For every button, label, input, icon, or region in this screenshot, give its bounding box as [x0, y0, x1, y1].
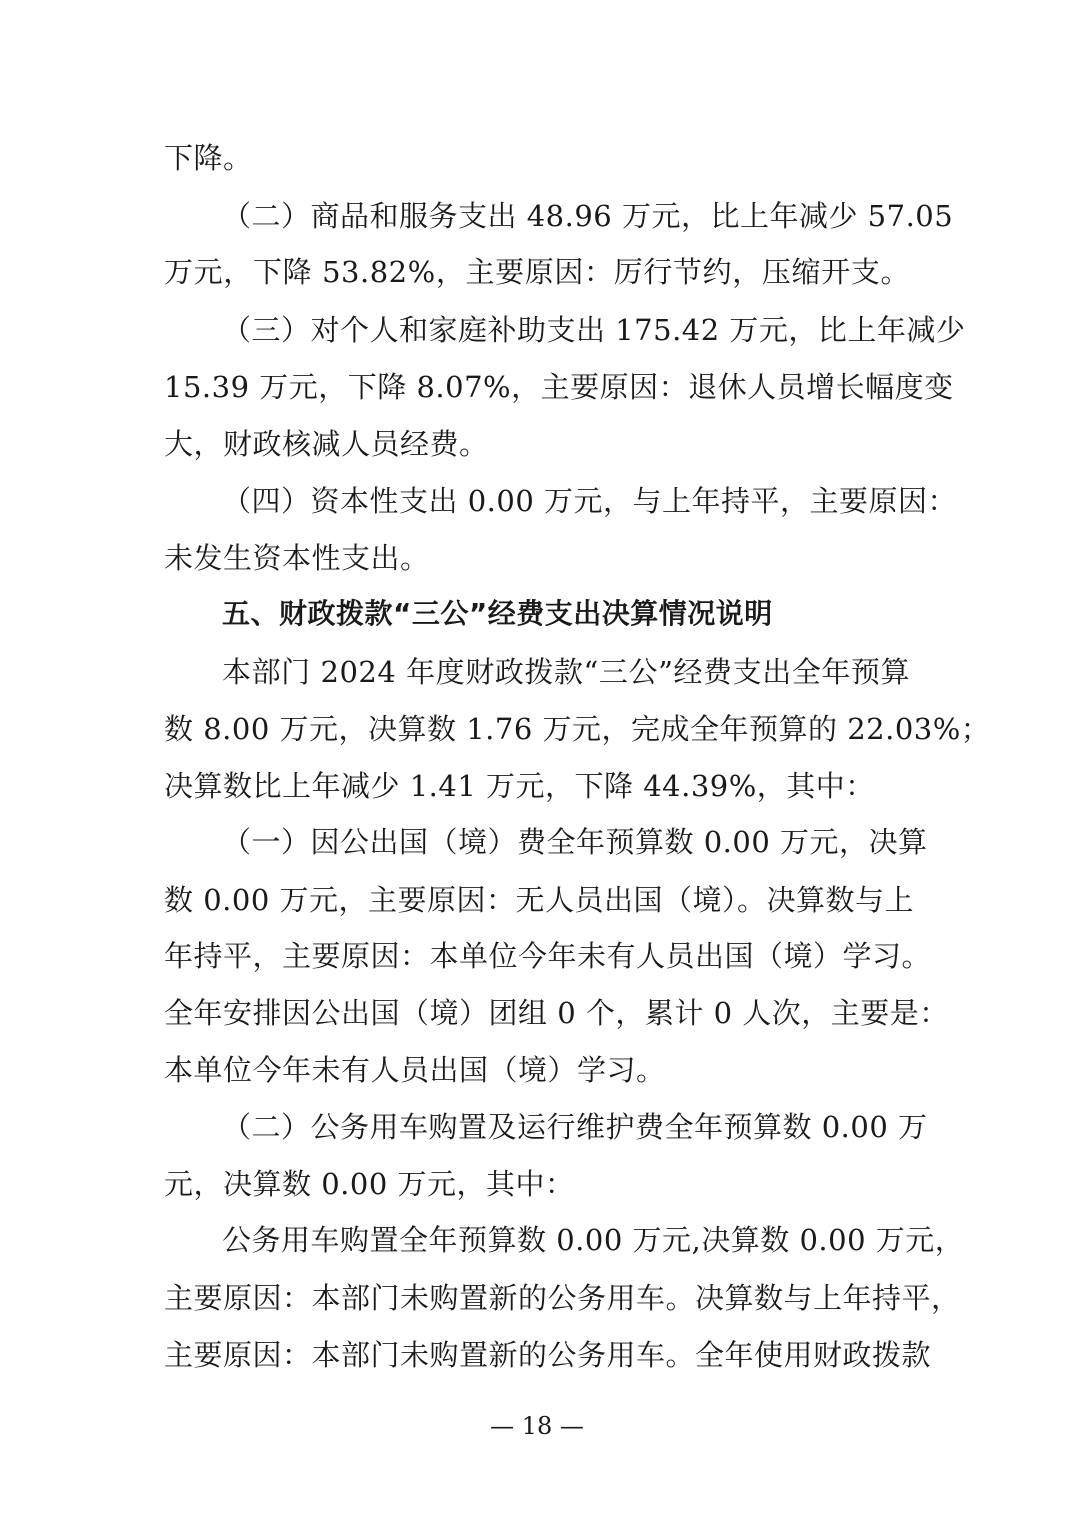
page-number: — 18 — — [490, 1412, 584, 1440]
body-text-line: 下降。 — [164, 141, 253, 175]
body-text-line: 本部门 2024 年度财政拨款“三公”经费支出全年预算 — [222, 655, 910, 689]
body-text-line: （二）公务用车购置及运行维护费全年预算数 0.00 万 — [222, 1110, 928, 1144]
body-text-line: 数 8.00 万元，决算数 1.76 万元，完成全年预算的 22.03%； — [164, 712, 991, 746]
body-text-line: 元，决算数 0.00 万元，其中： — [164, 1167, 575, 1201]
body-text-line: 万元，下降 53.82%，主要原因：厉行节约，压缩开支。 — [164, 255, 910, 289]
body-text-line: 15.39 万元，下降 8.07%，主要原因：退休人员增长幅度变 — [164, 370, 954, 404]
body-text-line: 数 0.00 万元，主要原因：无人员出国（境）。决算数与上 — [164, 883, 915, 917]
body-text-line: 决算数比上年减少 1.41 万元，下降 44.39%，其中： — [164, 769, 875, 803]
body-text-line: （四）资本性支出 0.00 万元，与上年持平，主要原因： — [222, 484, 958, 518]
body-text-line: 主要原因：本部门未购置新的公务用车。全年使用财政拨款 — [164, 1338, 932, 1372]
body-text-line: 年持平，主要原因：本单位今年未有人员出国（境）学习。 — [164, 939, 932, 973]
body-text-line: （一）因公出国（境）费全年预算数 0.00 万元，决算 — [222, 825, 928, 859]
body-text-line: 主要原因：本部门未购置新的公务用车。决算数与上年持平， — [164, 1281, 961, 1315]
body-text-line: 未发生资本性支出。 — [164, 541, 430, 575]
body-text-line: 本单位今年未有人员出国（境）学习。 — [164, 1053, 666, 1087]
body-text-line: （二）商品和服务支出 48.96 万元，比上年减少 57.05 — [222, 199, 954, 233]
body-text-line: 大，财政核减人员经费。 — [164, 427, 489, 461]
body-text-line: 全年安排因公出国（境）团组 0 个，累计 0 人次，主要是： — [164, 996, 949, 1030]
section-heading: 五、财政拨款“三公”经费支出决算情况说明 — [222, 597, 773, 630]
body-text-line: （三）对个人和家庭补助支出 175.42 万元，比上年减少 — [222, 313, 966, 347]
body-text-line: 公务用车购置全年预算数 0.00 万元,决算数 0.00 万元， — [222, 1223, 965, 1257]
